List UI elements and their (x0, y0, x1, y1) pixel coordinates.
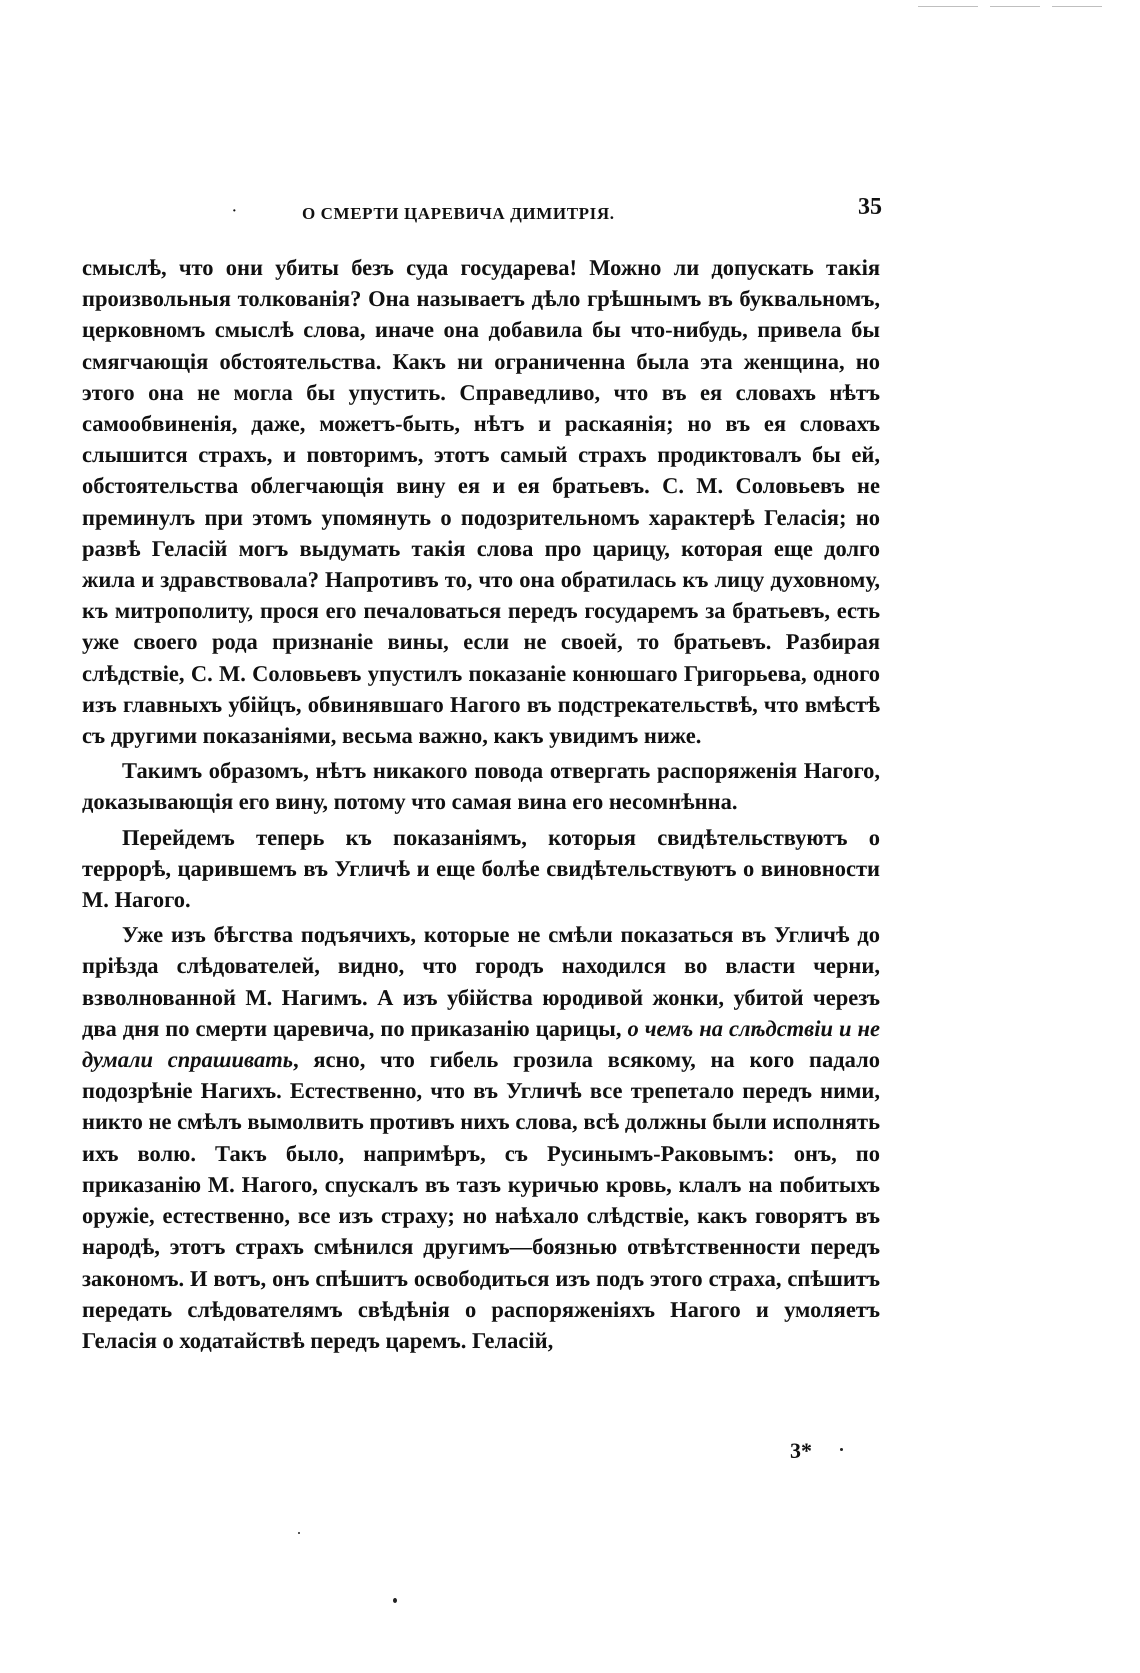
ink-speck (393, 1598, 397, 1603)
paragraph (82, 822, 880, 916)
scan-edge-line (918, 6, 978, 7)
paragraph-text: смыслѣ, что они убиты безъ суда государева! Можно ли допускать такія произвольныя толкованія? Она называетъ дѣло грѣшнымъ въ буквальномъ, церковномъ смыслѣ слова, иначе она добавила бы что-нибудь, привела бы смягчающія обстоятельства. Какъ ни ограниченна была эта женщина, но этого она не могла бы упустить. Справедливо, что въ ея словахъ нѣтъ самообвиненія, даже, можетъ-быть, нѣтъ и раскаянія; но въ ея словахъ слышится страхъ, и повторимъ, этотъ самый страхъ продиктовалъ бы ей, обстоятельства облегчающія вину ея и ея братьевъ. С. М. Соловьевъ не преминулъ при этомъ упомянуть о подозрительномъ характерѣ Геласія; но развѣ Геласій могъ выдумать такія слова про царицу, которая еще долго жила и здравствовала? Напротивъ то, что она обратилась къ лицу духовному, къ митрополиту, прося его печаловаться передъ государемъ за братьевъ, есть уже своего рода признаніе вины, если не своей, то братьевъ. Разбирая слѣдствіе, С. М. Соловьевъ упустилъ показаніе конюшаго Григорьева, одного изъ главныхъ убійцъ, обвинявшаго Нагого въ подстрекательствѣ, что вмѣстѣ съ другими показаніями, весьма важно, какъ увидимъ ниже. (82, 255, 880, 749)
main-text (82, 252, 880, 1356)
paragraph-text: Уже изъ бѣгства подъячихъ, которые не смѣли показаться въ Угличѣ до пріѣзда слѣдователей, видно, что городъ находился во власти черни, взволнованной М. Нагимъ. А изъ убійства юродивой жонки, убитой черезъ два дня по смерти царевича, по приказанію царицы, (82, 922, 880, 1041)
paragraph-text: , ясно, что гибель грозила всякому, на кого падало подозрѣніе Нагихъ. Естественно, что въ Угличѣ все трепетало передъ ними, никто не смѣлъ вымолвить противъ нихъ слова, всѣ должны были исполнять ихъ волю. Такъ было, напримѣръ, съ Русинымъ-Раковымъ: онъ, по приказанію М. Нагого, спускалъ въ тазъ куричью кровь, клалъ на побитыхъ оружіе, естественно, все изъ страху; но наѣхало слѣдствіе, какъ говорятъ въ народѣ, этотъ страхъ смѣнился другимъ—боязнью отвѣтственности передъ закономъ. И вотъ, онъ спѣшитъ освободиться изъ подъ этого страха, спѣшитъ передать слѣдователямъ свѣдѣнія о распоряженіяхъ Нагого и умоляетъ Геласія о ходатайствѣ передъ царемъ. Геласій, (82, 1047, 880, 1353)
paragraph (82, 755, 880, 817)
paragraph-text: Такимъ образомъ, нѣтъ никакого повода отвергать распоряженія Нагого, доказывающія его вину, потому что самая вина его несомнѣнна. (82, 758, 880, 815)
scan-edge-line (990, 6, 1040, 7)
italic-phrase: о чемъ на слѣдствіи и не думали спрашивать (82, 1015, 880, 1073)
scan-edge-line (1052, 6, 1102, 7)
header-dot: · (232, 204, 237, 219)
paragraph (82, 919, 880, 1356)
signature-mark: 3* (790, 1438, 812, 1463)
ink-speck (298, 1532, 300, 1534)
page-number: 35 (858, 194, 882, 220)
running-title: О СМЕРТИ ЦАРЕВИЧА ДИМИТРІЯ. (302, 204, 615, 223)
paragraph (82, 252, 880, 751)
paragraph-text: Перейдемъ теперь къ показаніямъ, которыя свидѣтельствуютъ о террорѣ, царившемъ въ Угличѣ и еще болѣе свидѣтельствуютъ о виновности М. Нагого. (82, 824, 880, 913)
ink-speck (840, 1448, 843, 1451)
